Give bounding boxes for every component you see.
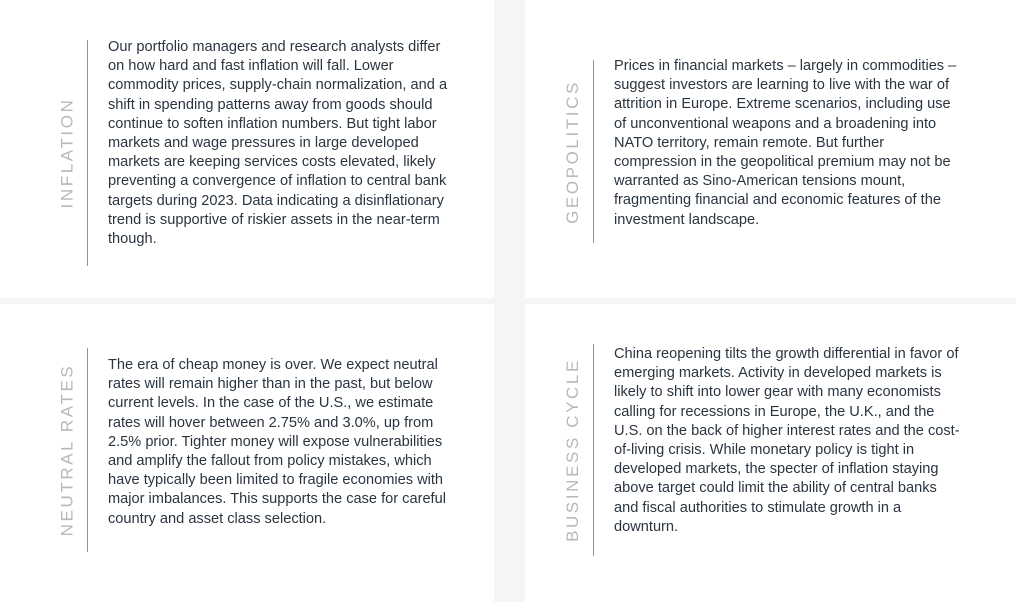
- inflation-body: Our portfolio managers and research analysts differ on how hard and fast inflation will fall. Lower commodity prices, supply-chain normalization, and a shift in spending patterns away from goods should continue to soften inflation numbers. But tight labor markets and wage pressures in large developed markets are keeping services costs elevated, likely preventing a convergence of inflation to central bank targets during 2023. Data indicating a disinflationary trend is supportive of riskier assets in the near-term though.: [108, 39, 448, 248]
- geopolitics-heading: [561, 60, 585, 243]
- business-cycle-divider: [593, 344, 594, 556]
- neutral-rates-heading: [55, 348, 79, 552]
- neutral-rates-divider: [87, 348, 88, 552]
- inflation-heading: [55, 40, 79, 266]
- inflation-heading-text: INFLATION: [57, 97, 76, 209]
- business-cycle-body: China reopening tilts the growth differential in favor of emerging markets. Activity in developed markets is likely to shift into lower gear with many economists calling for recessions in Europe, the U.K., and the U.S. on the back of higher interest rates and the cost-of-living crisis. While monetary policy is tight in developed markets, the specter of inflation staying above target could limit the ability of central banks and fiscal authorities to stimulate growth in a downturn.: [614, 346, 960, 535]
- geopolitics-panel: [525, 0, 1016, 298]
- neutral-rates-panel: [0, 304, 494, 602]
- inflation-panel: [0, 0, 494, 298]
- geopolitics-divider: [593, 60, 594, 243]
- business-cycle-panel: [525, 304, 1016, 602]
- geopolitics-body: Prices in financial markets – largely in commodities – suggest investors are learning to live with the war of attrition in Europe. Extreme scenarios, including use of unconventional weapons and a broadening into NATO territory, remain remote. But further compression in the geopolitical premium may not be warranted as Sino-American tensions mount, fragmenting financial and economic features of the investment landscape.: [614, 58, 957, 228]
- inflation-divider: [87, 40, 88, 266]
- business-cycle-heading: [561, 344, 585, 556]
- neutral-rates-body: The era of cheap money is over. We expect neutral rates will remain higher than in the past, but below current levels. In the case of the U.S., we estimate rates will hover between 2.75% and 3.0%, up from 2.5% prior. Tighter money will expose vulnerabilities and amplify the fallout from policy mistakes, which have typically been limited to fragile economies with major imbalances. This supports the case for careful country and asset class selection.: [108, 357, 446, 527]
- business-cycle-heading-text: BUSINESS CYCLE: [563, 358, 582, 542]
- geopolitics-heading-text: GEOPOLITICS: [563, 79, 583, 224]
- neutral-rates-heading-text: NEUTRAL RATES: [57, 363, 76, 537]
